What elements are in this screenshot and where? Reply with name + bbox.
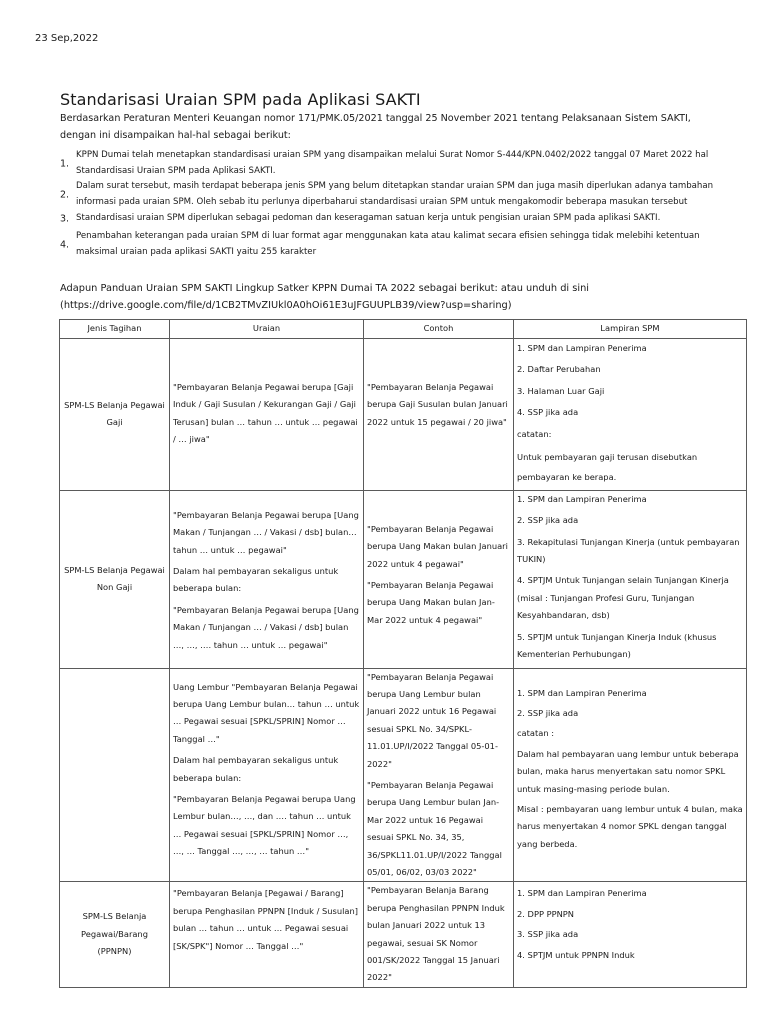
- intro-paragraph: Berdasarkan Peraturan Menteri Keuangan nomor 171/PMK.05/2021 tanggal 25 November 2021 tentang Pelaksanaan Sistem SAKTI, dengan ini disampaikan hal-hal sebagai berikut:: [60, 113, 691, 141]
- uraian-text: "Pembayaran Belanja [Pegawai / Barang] berupa Penghasilan PPNPN [Induk / Susulan] bulan … tahun … untuk … Pegawai sesuai [SK/SPK"] Nomor … Tanggal …": [173, 888, 359, 951]
- lampiran-cell: [514, 668, 747, 882]
- point-item: [60, 211, 660, 227]
- contoh-text: "Pembayaran Belanja Pegawai berupa Uang Makan bulan Januari 2022 untuk 4 pegawai": [367, 523, 508, 569]
- lampiran-item: 4. SPTJM Untuk Tunjangan selain Tunjangan Kinerja (misal : Tunjangan Profesi Guru, Tunjangan Kesyahbandaran, dsb): [517, 575, 729, 621]
- table-row: [60, 339, 747, 491]
- point-text: Penambahan keterangan pada uraian SPM di luar format agar menggunakan kata atau kalimat secara efisien sehingga tidak melebihi ketentuan maksimal uraian pada aplikasi SAKTI yaitu 255 karakter: [76, 231, 700, 257]
- lampiran-item: catatan:: [517, 428, 552, 439]
- contoh-cell: [364, 490, 514, 668]
- point-number: 4.: [60, 238, 70, 250]
- uraian-text: Dalam hal pembayaran sekaligus untuk beberapa bulan:: [173, 755, 339, 783]
- lampiran-cell: [514, 339, 747, 491]
- lampiran-item: 1. SPM dan Lampiran Penerima: [517, 343, 647, 353]
- contoh-text: "Pembayaran Belanja Pegawai berupa Uang Makan bulan Jan-Mar 2022 untuk 4 pegawai": [367, 580, 495, 625]
- table-header-row: [60, 320, 747, 339]
- contoh-text: "Pembayaran Belanja Pegawai berupa Gaji Susulan bulan Januari 2022 untuk 15 pegawai / 20 jiwa": [367, 382, 508, 427]
- lampiran-item: catatan :: [517, 728, 555, 739]
- table-row: [60, 668, 747, 882]
- jenis-tagihan-cell: SPM-LS Belanja Pegawai Gaji: [60, 339, 170, 491]
- uraian-text: "Pembayaran Belanja Pegawai berupa Uang Lembur bulan…, …, dan …. tahun … untuk … Pegawai sesuai [SPKL/SPRIN] Nomor …, …, … Tanggal …, …, … tahun …": [173, 793, 356, 857]
- contoh-cell: [364, 882, 514, 987]
- contoh-text: "Pembayaran Belanja Barang berupa Penghasilan PPNPN Induk bulan Januari 2022 untuk 13 pegawai, sesuai SK Nomor 001/SK/2022 Tanggal 15 Januari 2022": [367, 885, 505, 983]
- jenis-tagihan-cell: SPM-LS Belanja Pegawai Non Gaji: [60, 490, 170, 668]
- point-text: Dalam surat tersebut, masih terdapat beberapa jenis SPM yang belum ditetapkan standar uraian SPM dan juga masih diperlukan adanya tambahan informasi pada uraian SPM. Oleh sebab itu perlunya diperbaharui standardisasi uraian SPM untuk mengakomodir beberapa masukan tersebut: [76, 181, 714, 207]
- jenis-tagihan-cell: [60, 668, 170, 882]
- spm-table: [59, 319, 747, 988]
- uraian-cell: [170, 339, 364, 491]
- contoh-text: "Pembayaran Belanja Pegawai berupa Uang Lembur bulan Jan-Mar 2022 untuk 16 Pegawai sesuai SPKL No. 34, 35, 36/SPKL11.01.UP/I/2022 Tanggal 05/01, 06/02, 03/03 2022": [367, 779, 502, 877]
- contoh-cell: [364, 668, 514, 882]
- uraian-text: "Pembayaran Belanja Pegawai berupa [Uang Makan / Tunjangan … / Vakasi / dsb] bulan …, …, …. tahun … untuk … pegawai": [173, 604, 359, 650]
- point-number: 3.: [60, 213, 70, 224]
- lampiran-item: 2. SSP jika ada: [517, 515, 579, 526]
- uraian-cell: [170, 490, 364, 668]
- uraian-text: Uang Lembur "Pembayaran Belanja Pegawai berupa Uang Lembur bulan… tahun … untuk … Pegawai sesuai [SPKL/SPRIN] Nomor … Tanggal …": [173, 681, 360, 744]
- lampiran-item: Dalam hal pembayaran uang lembur untuk beberapa bulan, maka harus menyertakan satu nomor SPKL untuk masing-masing periode bulan.: [517, 748, 739, 794]
- point-item: [60, 229, 740, 260]
- lampiran-item: 3. Rekapitulasi Tunjangan Kinerja (untuk pembayaran TUKIN): [517, 536, 740, 565]
- uraian-cell: [170, 668, 364, 882]
- contoh-text: "Pembayaran Belanja Pegawai berupa Uang Lembur bulan Januari 2022 untuk 16 Pegawai sesuai SPKL No. 34/SPKL-11.01.UP/I/2022 Tanggal 05-01-2022": [367, 671, 498, 769]
- column-header: Jenis Tagihan: [60, 320, 170, 339]
- point-item: [60, 148, 740, 179]
- page-title: Standarisasi Uraian SPM pada Aplikasi SAKTI: [60, 90, 421, 109]
- document-date: 23 Sep,2022: [35, 33, 99, 44]
- uraian-text: "Pembayaran Belanja Pegawai berupa [Uang Makan / Tunjangan … / Vakasi / dsb] bulan… tahun … untuk … pegawai": [173, 509, 359, 555]
- lampiran-item: pembayaran ke berapa.: [517, 472, 617, 483]
- lampiran-item: 4. SPTJM untuk PPNPN Induk: [517, 949, 635, 960]
- column-header: Lampiran SPM: [514, 320, 747, 339]
- lampiran-cell: [514, 882, 747, 987]
- lampiran-cell: [514, 490, 747, 668]
- table-row: [60, 882, 747, 987]
- jenis-tagihan-cell: SPM-LS Belanja Pegawai/Barang (PPNPN): [60, 882, 170, 987]
- point-text: Standardisasi uraian SPM diperlukan sebagai pedoman dan keseragaman satuan kerja untuk pengisian uraian SPM pada aplikasi SAKTI.: [76, 213, 661, 223]
- column-header: Uraian: [170, 320, 364, 339]
- lampiran-item: 1. SPM dan Lampiran Penerima: [517, 493, 647, 504]
- lampiran-item: 3. SSP jika ada: [517, 929, 579, 940]
- lampiran-item: Untuk pembayaran gaji terusan disebutkan: [517, 452, 698, 463]
- uraian-cell: [170, 882, 364, 987]
- point-item: [60, 179, 740, 210]
- lampiran-item: 5. SPTJM untuk Tunjangan Kinerja Induk (khusus Kementerian Perhubungan): [517, 631, 717, 660]
- column-header: Contoh: [364, 320, 514, 339]
- lampiran-item: 1. SPM dan Lampiran Penerima: [517, 888, 647, 899]
- point-number: 2.: [60, 188, 70, 200]
- uraian-text: "Pembayaran Belanja Pegawai berupa [Gaji Induk / Gaji Susulan / Kekurangan Gaji / Gaji Terusan] bulan … tahun … untuk … pegawai / … jiwa": [173, 382, 358, 445]
- point-text: KPPN Dumai telah menetapkan standardisasi uraian SPM yang disampaikan melalui Surat Nomor S-444/KPN.0402/2022 tanggal 07 Maret 2022 hal Standardisasi Uraian SPM pada Aplikasi SAKTI.: [76, 150, 709, 176]
- contoh-cell: [364, 339, 514, 491]
- lampiran-item: 4. SSP jika ada: [517, 407, 579, 418]
- lampiran-item: 1. SPM dan Lampiran Penerima: [517, 687, 647, 698]
- lampiran-item: 2. DPP PPNPN: [517, 908, 575, 919]
- point-number: 1.: [60, 157, 70, 169]
- guide-paragraph: Adapun Panduan Uraian SPM SAKTI Lingkup Satker KPPN Dumai TA 2022 sebagai berikut: atau unduh di sini (https://drive.google.com/file/d/1CB2TMvZIUkl0A0hOi61E3uJFGUUPLB39/view?usp=sharing): [60, 283, 590, 311]
- lampiran-item: 2. Daftar Perubahan: [517, 364, 601, 375]
- uraian-text: Dalam hal pembayaran sekaligus untuk beberapa bulan:: [173, 566, 339, 594]
- lampiran-item: 3. Halaman Luar Gaji: [517, 385, 605, 396]
- lampiran-item: 2. SSP jika ada: [517, 707, 579, 718]
- lampiran-item: Misal : pembayaran uang lembur untuk 4 bulan, maka harus menyertakan 4 nomor SPKL dengan tanggal yang berbeda.: [517, 803, 743, 849]
- table-row: [60, 490, 747, 668]
